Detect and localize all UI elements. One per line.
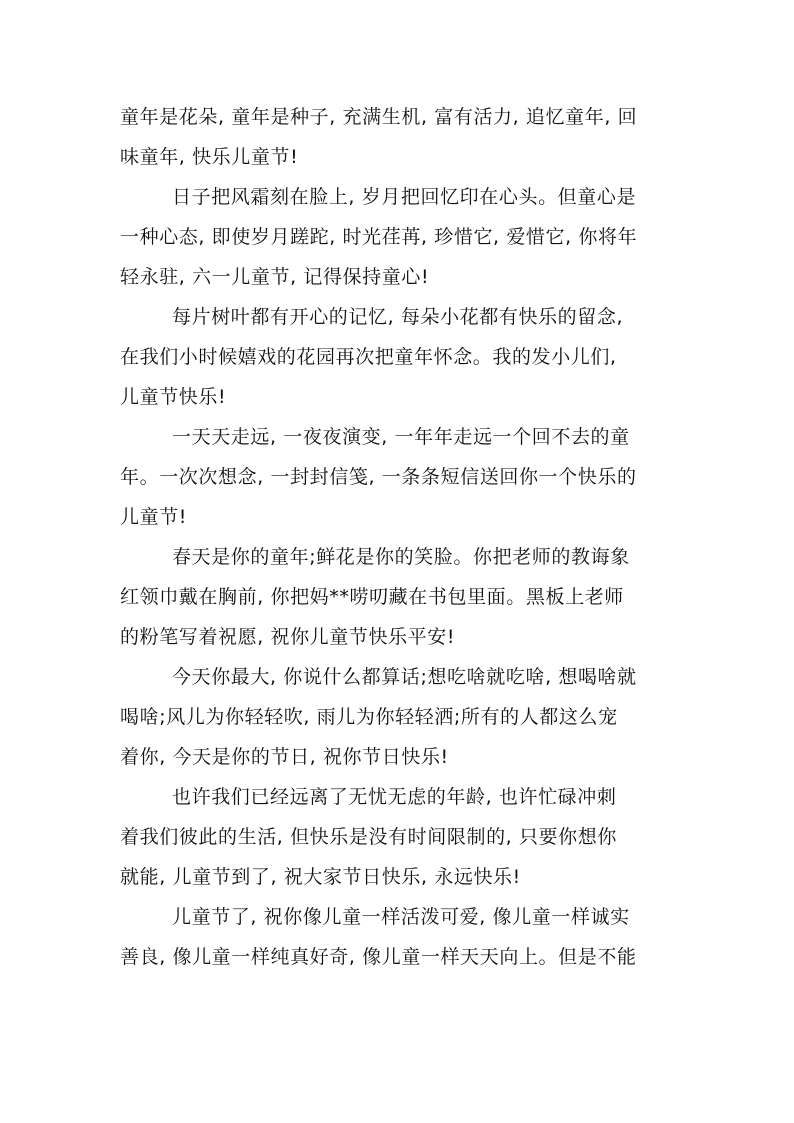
- text-line: 每片树叶都有开心的记忆, 每朵小花都有快乐的留念,: [172, 306, 624, 328]
- text-line: 春天是你的童年;鲜花是你的笑脸。你把老师的教诲象: [172, 546, 630, 568]
- text-line: 红领巾戴在胸前, 你把妈**唠叨藏在书包里面。黑板上老师: [120, 586, 624, 608]
- paragraph: [120, 297, 676, 417]
- text-line: 味童年, 快乐儿童节!: [120, 146, 299, 168]
- text-line: 也许我们已经远离了无忧无虑的年龄, 也许忙碌冲刺: [172, 786, 617, 808]
- text-line: 年。一次次想念, 一封封信笺, 一条条短信送回你一个快乐的: [120, 466, 637, 488]
- text-line: 在我们小时候嬉戏的花园再次把童年怀念。我的发小儿们,: [120, 346, 617, 368]
- text-line: 儿童节快乐!: [120, 386, 227, 408]
- paragraph: [120, 417, 676, 537]
- text-line: 着我们彼此的生活, 但快乐是没有时间限制的, 只要你想你: [120, 826, 617, 848]
- text-line: 一天天走远, 一夜夜演变, 一年年走远一个回不去的童: [172, 426, 630, 448]
- text-line: 儿童节了, 祝你像儿童一样活泼可爱, 像儿童一样诚实: [172, 906, 630, 928]
- text-line: 日子把风霜刻在脸上, 岁月把回忆印在心头。但童心是: [172, 186, 637, 208]
- text-line: 一种心态, 即使岁月蹉跎, 时光荏苒, 珍惜它, 爱惜它, 你将年: [120, 226, 638, 248]
- paragraph: [120, 657, 676, 777]
- text-line: 喝啥;风儿为你轻轻吹, 雨儿为你轻轻洒;所有的人都这么宠: [120, 706, 618, 728]
- text-line: 今天你最大, 你说什么都算话;想吃啥就吃啥, 想喝啥就: [172, 666, 637, 688]
- paragraph: [120, 537, 676, 657]
- paragraph: [120, 177, 676, 297]
- text-line: 轻永驻, 六一儿童节, 记得保持童心!: [120, 266, 430, 288]
- paragraph: [120, 97, 676, 177]
- text-line: 童年是花朵, 童年是种子, 充满生机, 富有活力, 追忆童年, 回: [120, 106, 638, 128]
- text-line: 儿童节!: [120, 506, 188, 528]
- paragraph: [120, 777, 676, 897]
- text-line: 就能, 儿童节到了, 祝大家节日快乐, 永远快乐!: [120, 866, 521, 888]
- text-line: 着你, 今天是你的节日, 祝你节日快乐!: [120, 746, 449, 768]
- paragraph: [120, 897, 676, 977]
- document-body: [120, 97, 676, 977]
- text-line: 的粉笔写着祝愿, 祝你儿童节快乐平安!: [120, 626, 456, 648]
- text-line: 善良, 像儿童一样纯真好奇, 像儿童一样天天向上。但是不能: [120, 946, 637, 968]
